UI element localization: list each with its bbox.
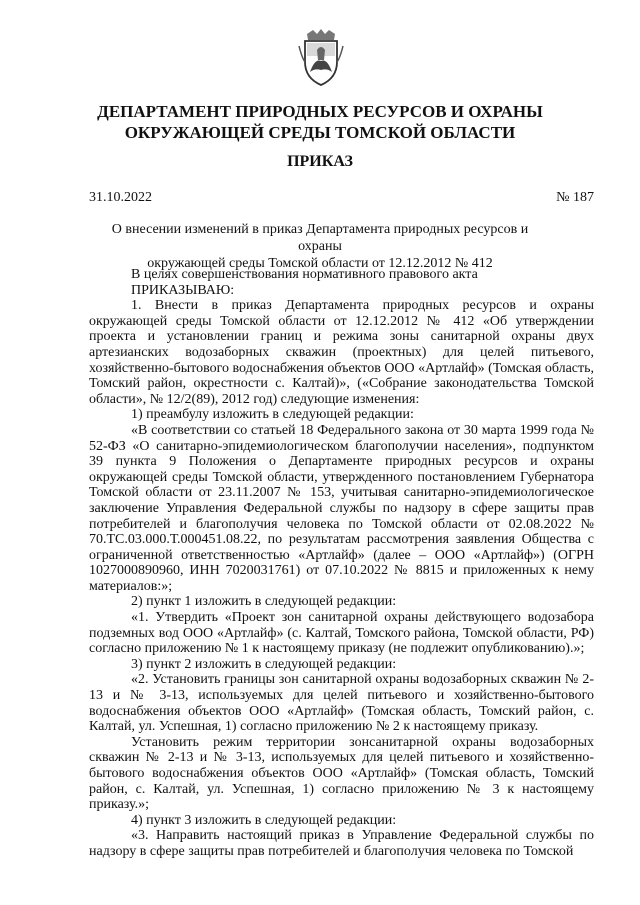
- paragraph: 4) пункт 3 изложить в следующей редакции:: [131, 812, 397, 828]
- subject-line-1: О внесении изменений в приказ Департамента природных ресурсов и охраны: [111, 222, 529, 254]
- department-line-1: ДЕПАРТАМЕНТ ПРИРОДНЫХ РЕСУРСОВ И ОХРАНЫ: [97, 102, 543, 121]
- paragraph: 1. Внести в приказ Департамента природных ресурсов и охраны окружающей среды Томской области от 12.12.2012 № 412 «Об утверждении проекта и установлении границ и режима зоны санитарной охраны двух артезианских водозаборных скважин (проектных) для целей питьевого, хозяйственно-бытового водоснабжения объектов ООО «Артлайф» (Томская область, Томский район, окрестности с. Калтай)», («Собрание законодательства Томской области», № 12/2(89), 2012 год) следующие изменения:: [89, 298, 595, 407]
- paragraph: В целях совершенствования нормативного правового акта: [131, 267, 478, 282]
- subject-line-2: окружающей среды Томской области от 12.12.2012 № 412: [147, 256, 493, 271]
- document-body: [89, 267, 594, 860]
- paragraph: 3) пункт 2 изложить в следующей редакции:: [131, 656, 397, 672]
- paragraph: «3. Направить настоящий приказ в Управление Федеральной службы по надзору в сфере защиты прав потребителей и благополучия человека по Томской: [89, 828, 594, 859]
- department-name: [60, 101, 580, 143]
- department-line-2: ОКРУЖАЮЩЕЙ СРЕДЫ ТОМСКОЙ ОБЛАСТИ: [124, 123, 516, 142]
- document-subject: [95, 221, 545, 272]
- paragraph: «2. Установить границы зон санитарной охраны водозаборных скважин № 2-13 и № 3-13, используемых для целей питьевого и хозяйственно-бытового водоснабжения объектов ООО «Артлайф» (Томская область, Томский район, с. Калтай, ул. Успешная, 1) согласно приложению № 2 к настоящему приказу.: [89, 672, 594, 735]
- paragraph: 2) пункт 1 изложить в следующей редакции:: [131, 594, 397, 610]
- paragraph: «1. Утвердить «Проект зон санитарной охраны действующего водозабора подземных вод ООО «Артлайф» (с. Калтай, Томского района, Томской области, РФ) согласно приложению № 1 к настоящему приказу (не подлежит опубликованию).»;: [89, 610, 594, 657]
- document-date: 31.10.2022: [89, 190, 152, 205]
- paragraph: Установить режим территории зонсанитарной охраны водозаборных скважин № 2-13 и № 3-13, используемых для целей питьевого и хозяйственно-бытового водоснабжения объектов ООО «Артлайф» (Томская область, Томский район, с. Калтай, ул. Успешная, 1) согласно приложению № 3 к настоящему приказу.»;: [89, 734, 594, 813]
- document-type: ПРИКАЗ: [287, 153, 353, 170]
- paragraph: «В соответствии со статьей 18 Федерального закона от 30 марта 1999 года № 52-ФЗ «О санитарно-эпидемиологическом благополучии населения», подпунктом 39 пункта 9 Положения о Департаменте природных ресурсов и охраны окружающей среды Томской области, утвержденного постановлением Губернатора Томской области от 23.11.2007 № 153, учитывая санитарно-эпидемиологическое заключение Управления Федеральной службы по надзору в сфере защиты прав потребителей и благополучия человека по Томской области от 02.08.2022 № 70.ТС.03.000.Т.000451.08.22, по результатам рассмотрения заявления Общества с ограниченной ответственностью «Артлайф» (далее – ООО «Артлайф») (ОГРН 1027000890960, ИНН 7020031761) от 07.10.2022 № 8815 и приложенных к нему материалов:»;: [89, 422, 594, 594]
- paragraph: 1) преамбулу изложить в следующей редакции:: [131, 407, 414, 423]
- paragraph: ПРИКАЗЫВАЮ:: [131, 282, 235, 298]
- tomsk-region-coat-of-arms-icon: [297, 28, 345, 88]
- document-number: № 187: [556, 190, 594, 205]
